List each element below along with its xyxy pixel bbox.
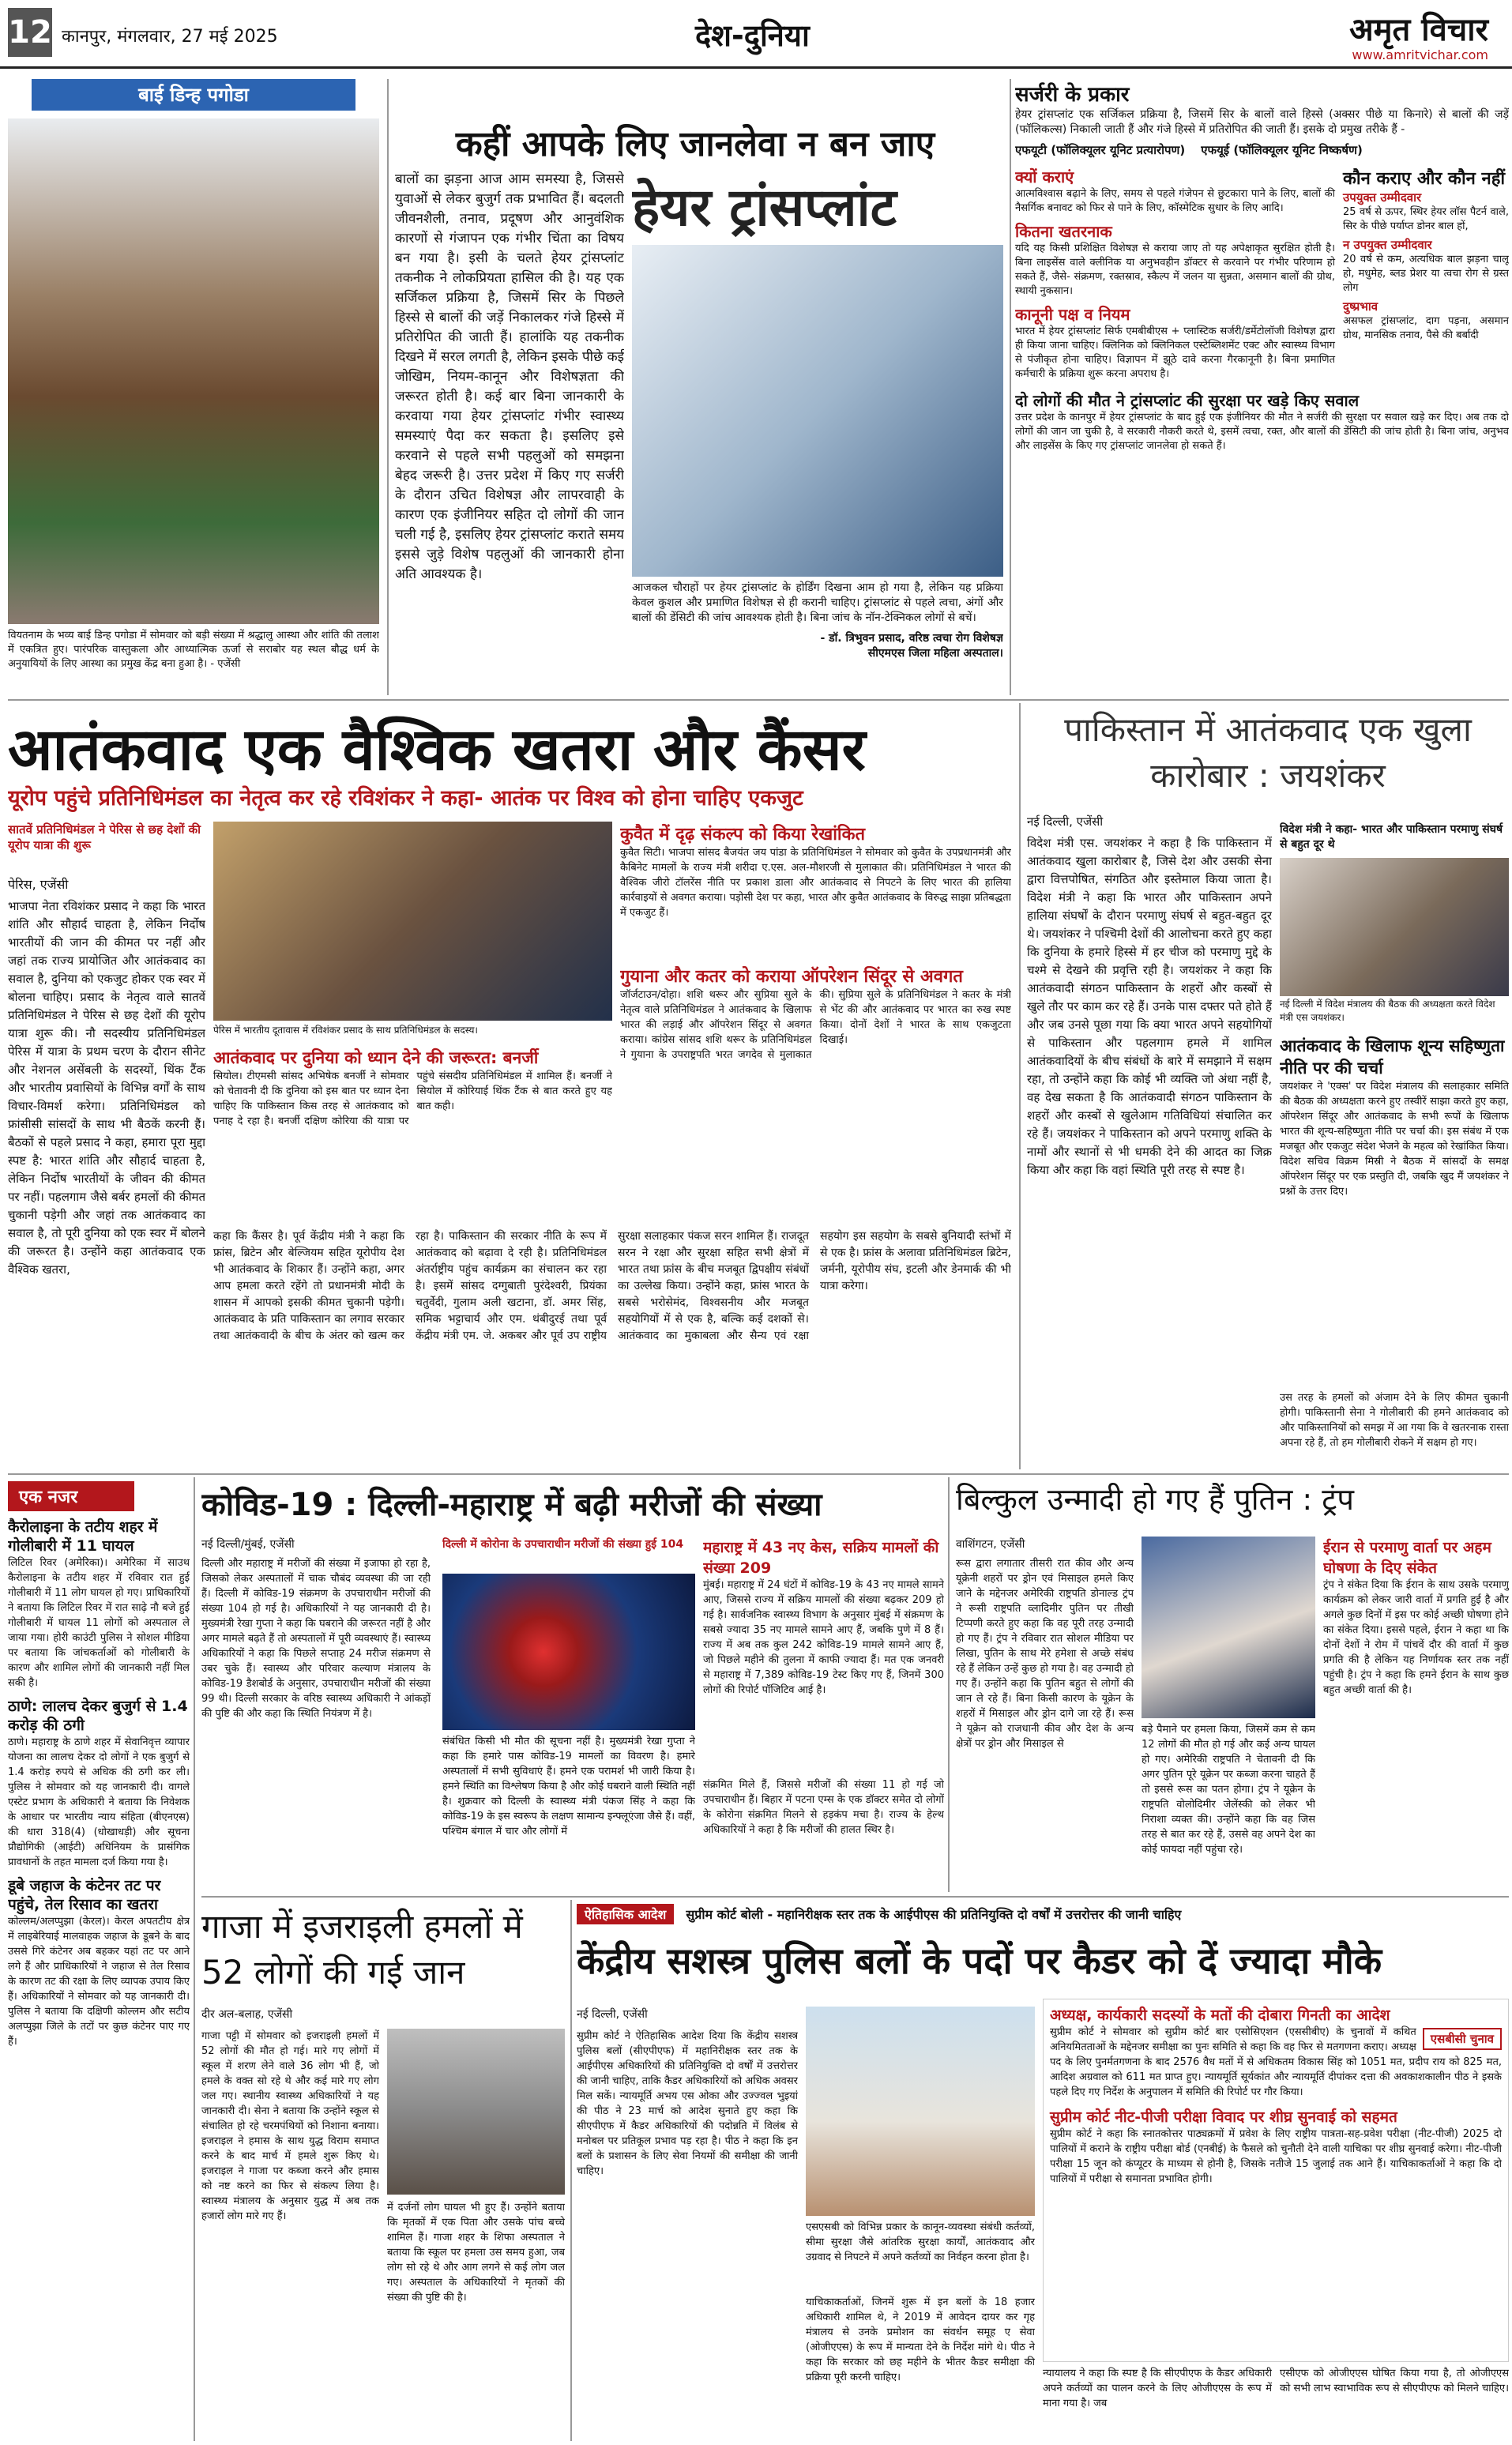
why-title: क्यों कराएं (1015, 167, 1074, 186)
dateline: कानपुर, मंगलवार, 27 मई 2025 (62, 27, 278, 47)
quote-author: - डॉ. त्रिभुवन प्रसाद, वरिष्ठ त्वचा रोग विशेषज्ञ (820, 632, 1003, 645)
capf-tail-1: न्यायालय ने कहा कि स्पष्ट है कि सीएपीएफ के कैडर अधिकारी अपने कर्तव्यों का पालन करने के लिए ओजीएएस के रूप में माना गया है। जब (1043, 2368, 1272, 2409)
suitable-item: 25 वर्ष से ऊपर, स्थिर हेयर लॉस पैटर्न वाले, सिर के पीछे पर्याप्त डोनर बाल हों, (1343, 206, 1509, 232)
unsuitable-title: न उपयुक्त उम्मीदवार (1343, 238, 1432, 252)
capf-kicker: सुप्रीम कोर्ट बोली - महानिरीक्षक स्तर तक के आईपीएस की प्रतिनियुक्ति दो वर्षों में उत्तरोत्तर की जानी चाहिए (686, 1907, 1182, 1922)
guyana-box (620, 964, 1011, 1224)
zero-tolerance-title: आतंकवाद के खिलाफ शून्य सहिष्णुता नीति पर की चर्चा (1280, 1036, 1505, 1078)
covid-mid: संबंधित किसी भी मौत की सूचना नहीं है। मुख्यमंत्री रेखा गुप्ता ने कहा कि हमारे पास कोविड-19 मामलों का विवरण है। हमारे अस्पतालों में सभी सुविधाएं हैं। हमने एक परामर्श भी जारी किया है। हमने स्थिति का विश्लेषण किया है और कोई घबराने वाली स्थिति नहीं है। शुक्रवार को दिल्ली के स्वास्थ्य मंत्री पंकज सिंह ने कहा कि कोविड-19 के इस स्वरूप के लक्षण सामान्य इन्फ्लूएंजा जैसे हैं। वहीं, पश्चिम बंगाल में चार और लोगों में (442, 1736, 695, 1838)
zero-tolerance-body: जयशंकर ने 'एक्स' पर विदेश मंत्रालय की सलाहकार समिति की बैठक की अध्यक्षता करने हुए तस्वीरें साझा करते हुए कहा, ऑपरेशन सिंदूर और आतंकवाद के सभी रूपों के खिलाफ भारत की शून्य-सहिष्णुता नीति पर चर्चा की। इस संबंध में एक मजबूत और एकजुट संदेश भेजने के महत्व को रेखांकित किया। विदेश सचिव विक्रम मिस्री ने बैठक में सांसदों के समक्ष ऑपरेशन सिंदूर पर एक प्रस्तुति दी, जबकि खुद मैं जयशंकर ने प्रश्नों के उत्तर दिए। (1280, 1081, 1509, 1198)
zero-tolerance-box (1280, 1035, 1509, 1387)
scba-body: सुप्रीम कोर्ट ने सोमवार को सुप्रीम कोर्ट बार एसोसिएशन (एससीबीए) के चुनावों में कथित अनियमितताओं के मद्देनजर समीक्षा का पुनः समिति से कहा कि वह फिर से मतगणना कराए। अध्यक्ष पद के लिए पुनर्मतगणना के बाद 2576 वैध मतों में से अधिकतम विकास सिंह को 1051 मत, प्रदीप राय को 825 मत, आदिश अग्रवाल को 611 मत प्राप्त हुए। न्यायमूर्ति सूर्यकांत और न्यायमूर्ति दीपांकर दत्ता की अवकाशकालीन पीठ ने इसके पहले दिए गए निर्देश के अनुपालन में समिति की रिपोर्ट पर गौर किया। (1050, 2026, 1502, 2098)
kuwait-body: कुवैत सिटी। भाजपा सांसद बैजयंत जय पांडा के प्रतिनिधिमंडल ने सोमवार को कुवैत के उपप्रधानमंत्री और कैबिनेट मामलों के राज्य मंत्री शरीदा ए.एस. अल-मौशरजी से मुलाकात की। प्रतिनिधिमंडल ने भारत की वैश्विक जीरो टॉलरेंस नीति पर प्रकाश डाला और आतंकवाद से निपटने के लिए भारत की हालिया कार्रवाइयों से अवगत कराया। पड़ोसी देश पर कहा, भारत और कुवैत आतंकवाद के विरुद्ध साझा प्रतिबद्धता में एकजुट हैं। (620, 847, 1011, 919)
covid-dateline: नई दिल्ली/मुंबई, एजेंसी (201, 1538, 295, 1551)
scba-label: एसबीसी चुनाव (1423, 2028, 1502, 2050)
nazar-item3-body: कोल्लम/अलप्पुझा (केरल)। केरल अपतटीय क्षेत्र में लाइबेरियाई मालवाहक जहाज के डूबने के बाद उससे गिरे कंटेनर अब बहकर यहां तट पर आने लगे हैं और प्राधिकारियों ने जहाज से तेल रिसाव के कारण तट की रक्षा के लिए व्यापक उपाय किए हैं। अधिकारियों ने सोमवार को यह जानकारी दी। पुलिस ने बताया कि दक्षिणी कोल्लम और सटीय अलप्पुझा जिले के तटों पर कुछ कंटेनर पाए गए हैं। (8, 1916, 190, 2048)
capf-dateline: नई दिल्ली, एजेंसी (577, 2008, 648, 2021)
gaza-smoke-photo (387, 2029, 565, 2195)
banerjee-box (213, 1047, 612, 1224)
gaza-dateline: दीर अल-बलाह, एजेंसी (201, 2008, 293, 2021)
hair-body: बालों का झड़ना आज आम समस्या है, जिससे युवाओं से लेकर बुजुर्ग तक प्रभावित हैं। बदलती जीवनशैली, तनाव, प्रदूषण और आनुवंशिक कारणों से गंजापन एक गंभीर चिंता का विषय बन गया है। इसी के चलते हेयर ट्रांसप्लांट तकनीक ने लोकप्रियता हासिल की है। यह एक सर्जिकल प्रक्रिया है, जिसमें सिर के पिछले हिस्से से बालों की जड़ें निकालकर गंजे हिस्से में प्रतिरोपित की जाती हैं। हालांकि यह तकनीक दिखने में सरल लगती है, लेकिन इसके पीछे कई जोखिम, नियम-कानून और विशेषज्ञता की जरूरत होती है। कई बार बिना जानकारी के करवाया गया हेयर ट्रांसप्लांट गंभीर स्वास्थ्य समस्याएं पैदा कर सकता है। इसलिए इसे करवाने से पहले सभी पहलुओं को समझना बेहद जरूरी है। उत्तर प्रदेश में किए गए सर्जरी के दौरान उचित विशेषज्ञ और लापरवाही के कारण एक इंजीनियर सहित दो लोगों की जान चली गई है, इसलिए हेयर ट्रांसप्लांट कराते समय इससे जुड़े विशेष पहलुओं की जानकारी होना अति आवश्यक है। (395, 171, 624, 582)
kuwait-box (620, 822, 1011, 960)
suitable-title: उपयुक्त उम्मीदवार (1343, 190, 1422, 205)
iran-body: ट्रंप ने संकेत दिया कि ईरान के साथ उसके परमाणु कार्यक्रम को लेकर जारी वार्ता में प्रगति हुई है और अगले कुछ दिनों में इस पर कोई अच्छी घोषणा होने का संकेत दिया। इससे पहले, ईरान ने कहा था कि दोनों देशों ने रोम में पांचवें दौर की वार्ता में कुछ प्रगति की है लेकिन यह निर्णायक स्तर तक नहीं पहुंची है। ट्रंप ने कहा कि हमने ईरान के साथ कुछ बहुत अच्छी वार्ता की है। (1323, 1579, 1509, 1696)
gaza-headline: गाजा में इजराइली हमलों में 52 लोगों की गई जान (201, 1907, 523, 1992)
fue-label: एफयूई (फॉलिक्यूलर यूनिट निष्कर्षण) (1201, 143, 1363, 157)
deaths-title: दो लोगों की मौत ने ट्रांसप्लांट की सुरक्षा पर खड़े किए सवाल (1015, 391, 1360, 410)
terror-continuation: कहा कि कैंसर है। पूर्व केंद्रीय मंत्री ने कहा कि फ्रांस, ब्रिटेन और बेल्जियम सहित यूरोपीय देश भी आतंकवाद के शिकार हैं। उन्होंने कहा, अगर आप हमला करते रहेंगे तो प्रधानमंत्री मोदी के शासन में आपको इसकी कीमत चुकानी पड़ेगी। आतंकवाद के प्रति पाकिस्तान का लगाव सरकार तथा आतंकवादी के बीच के अंतर को खत्म कर रहा है। पाकिस्तान की सरकार नीति के रूप में आतंकवाद को बढ़ावा दे रही है। प्रतिनिधिमंडल अंतर्राष्ट्रीय पहुंच कार्यक्रम का संचालन कर रहा है। इसमें सांसद दग्गुबाती पुरंदेश्वरी, प्रियंका चतुर्वेदी, गुलाम अली खटाना, डॉ. अमर सिंह, समिक भट्टाचार्य और एम. थंबीदुरई तथा पूर्व केंद्रीय मंत्री एम. जे. अकबर और पूर्व उप राष्ट्रीय सुरक्षा सलाहकार पंकज सरन शामिल हैं। राजदूत सरन ने रक्षा और सुरक्षा सहित सभी क्षेत्रों में भारत तथा फ्रांस के बीच मजबूत द्विपक्षीय संबंधों का उल्लेख किया। उन्होंने कहा, फ्रांस भारत के सबसे भरोसेमंद, विश्वसनीय और मजबूत सहयोगियों में से एक है, बल्कि कई दशकों से। आतंकवाद का मुकाबला और सैन्य एवं रक्षा सहयोग इस सहयोग के सबसे बुनियादी स्तंभों में से एक है। फ्रांस के अलावा प्रतिनिधिमंडल ब्रिटेन, जर्मनी, यूरोपीय संघ, इटली और डेनमार्क की भी यात्रा करेगा। (213, 1230, 1011, 1342)
quote-text: आजकल चौराहों पर हेयर ट्रांसप्लांट के होर्डिंग दिखना आम हो गया है, लेकिन यह प्रक्रिया केवल कुशल और प्रमाणित विशेषज्ञ से ही करानी चाहिए। ट्रांसप्लांट से पहले त्वचा, अंगों और बालों की डेंसिटी की जांच आवश्यक होती है। बिना जांच के नॉन-टेक्निकल लोगों से बचें। (632, 581, 1003, 624)
who-title: कौन कराए और कौन नहीं (1343, 169, 1506, 189)
nazar-item1-title: कैरोलाइना के तटीय शहर में गोलीबारी में 11 घायल (8, 1518, 158, 1555)
page-number: 12 (8, 8, 52, 57)
covid-tail: संक्रमित मिले हैं, जिससे मरीजों की संख्या 11 हो गई जो उपचाराधीन हैं। बिहार में पटना एम्स के एक डॉक्टर समेत दो लोगों के कोरोना संक्रमित मिलने से हड़कंप मचा है। राज्य के हेल्थ अधिकारियों ने कहा है कि मरीजों की हालत स्थिर है। (703, 1779, 944, 1836)
gaza-tail: में दर्जनों लोग घायल भी हुए हैं। उन्होंने बताया कि मृतकों में एक पिता और उसके पांच बच्चे शामिल हैं। गाजा शहर के शिफा अस्पताल ने बताया कि स्कूल पर हमला उस समय हुआ, जब लोग सो रहे थे और आग लगने से कई लोग जल गए। अस्पताल के अधिकारियों ने मृतकों की संख्या की पुष्टि की है। (387, 2202, 565, 2304)
jaishankar-dateline: नई दिल्ली, एजेंसी (1027, 814, 1104, 829)
neet-body: सुप्रीम कोर्ट ने कहा कि स्नातकोत्तर पाठ्यक्रमों में प्रवेश के लिए राष्ट्रीय पात्रता-सह-प्रवेश परीक्षा (नीट-पीजी) 2025 दो पालियों में कराने के राष्ट्रीय परीक्षा बोर्ड (एनबीई) के फैसले को चुनौती देने वाली याचिका पर शीघ्र सुनवाई करेगा। नीट-पीजी परीक्षा 15 जून को कंप्यूटर के माध्यम से होनी है, जिसके नतीजे 15 जुलाई तक आने हैं। याचिकाकर्ताओं ने कहा कि दो पालियों में परीक्षा से समानता प्रभावित होगी। (1050, 2128, 1502, 2185)
capf-kicker-label: ऐतिहासिक आदेश (577, 1904, 674, 1924)
side-effects-item: असफल ट्रांसप्लांट, दाग पड़ना, असमान ग्रोथ, मानसिक तनाव, पैसे की बर्बादी (1343, 315, 1509, 341)
side-effects-title: दुष्प्रभाव (1343, 299, 1378, 314)
capf-headline: केंद्रीय सशस्त्र पुलिस बलों के पदों पर कैडर को दें ज्यादा मौके (577, 1939, 1382, 1982)
ek-nazar-column (8, 1481, 190, 2437)
terror-subheadline: यूरोप पहुंचे प्रतिनिधिमंडल का नेतृत्व कर रहे रविशंकर ने कहा- आतंक पर विश्व को होना चाहिए एकजुट (8, 786, 803, 811)
nazar-item2-body: ठाणे। महाराष्ट्र के ठाणे शहर में सेवानिवृत्त व्यापार योजना का लालच देकर दो लोगों ने एक बुजुर्ग से 1.4 करोड़ रुपये से अधिक की ठगी कर ली। पुलिस ने सोमवार को यह जानकारी दी। वागले एस्टेट प्रभाग के अधिकारी ने बताया कि निवेशक के आधार पर भारतीय न्याय संहिता (बीएनएस) की धारा 318(4) (धोखाधड़ी) और सूचना प्रौद्योगिकी (आईटी) अधिनियम के प्रासंगिक प्रावधानों के तहत मामला दर्ज किया गया है। (8, 1736, 190, 1868)
capf-body: सुप्रीम कोर्ट ने ऐतिहासिक आदेश दिया कि केंद्रीय सशस्त्र पुलिस बलों (सीएपीएफ) में महानिरीक्षक स्तर तक के आईपीएस अधिकारियों की प्रतिनियुक्ति दो वर्षों में उत्तरोत्तर की जानी चाहिए, ताकि कैडर अधिकारियों को अधिक अवसर मिल सकें। न्यायमूर्ति अभय एस ओका और उज्ज्वल भुइयां की पीठ ने 23 मार्च को आदेश सुनाते हुए कहा कि सीएपीएफ में कैडर अधिकारियों की पदोन्नति में विलंब से मनोबल पर प्रतिकूल प्रभाव पड़ रहा है। पीठ ने कहा कि इन बलों के प्रशासन के लिए सेवा नियमों की समीक्षा की जानी चाहिए। (577, 2030, 798, 2177)
covid-headline: कोविड-19 : दिल्ली-महाराष्ट्र में बढ़ी मरीजों की संख्या (201, 1487, 822, 1523)
deaths-body: उत्तर प्रदेश के कानपुर में हेयर ट्रांसप्लांट के बाद हुई एक इंजीनियर की मौत ने सर्जरी की सुरक्षा पर सवाल खड़े कर दिए। अब तक दो लोगों की जान जा चुकी है, वे सरकारी नौकरी करते थे, इसमें त्वचा, रक्त, और बालों की डेंसिटी की जांच होती है। बिना जांच, अनुभव और लाइसेंस के किए गए ट्रांसप्लांट जानलेवा हो सकते हैं। (1015, 412, 1509, 452)
iran-box (1323, 1537, 1509, 1888)
trump-tail: बड़े पैमाने पर हमला किया, जिसमें कम से कम 12 लोगों की मौत हो गई और कई अन्य घायल हो गए। अमेरिकी राष्ट्रपति ने चेतावनी दी कि अगर पुतिन पूरे यूक्रेन पर कब्जा करना चाहते हैं तो इससे रूस का पतन होगा। ट्रंप ने यूक्रेन के राष्ट्रपति वोलोदिमीर जेलेंस्की को लेकर भी निराशा व्यक्त की। उन्होंने कहा कि वह जिस तरह से बात कर रहे हैं, उससे वह अपने देश का कोई फायदा नहीं पहुंचा रहे। (1142, 1724, 1315, 1856)
pagoda-label: बाई डिन्ह पगोडा (32, 79, 355, 111)
masthead (0, 0, 1512, 70)
iran-title: ईरान से परमाणु वार्ता पर अहम घोषणा के दिए संकेत (1323, 1539, 1491, 1577)
capf-tail: याचिकाकर्ताओं, जिनमें शुरू में इन बलों के 18 हजार अधिकारी शामिल थे, ने 2019 में आवेदन दायर कर गृह मंत्रालय से उनके प्रमोशन का संवर्धन समूह ए सेवा (ओजीएएस) के रूप में मान्यता देने के निर्देश मांगे थे। पीठ ने कहा कि सरकार को छह महीने के भीतर कैडर समीक्षा की प्रक्रिया पूरी करनी चाहिए। (806, 2296, 1035, 2383)
nazar-item3-title: डूबे जहाज के कंटेनर तट पर पहुंचे, तेल रिसाव का खतरा (8, 1877, 161, 1913)
maharashtra-title: महाराष्ट्र में 43 नए केस, सक्रिय मामलों की संख्या 209 (703, 1539, 939, 1577)
unsuitable-item: 20 वर्ष से कम, अत्यधिक बाल झड़ना चालू हो, मधुमेह, ब्लड प्रेशर या त्वचा रोग से ग्रस्त लोग (1343, 254, 1509, 294)
jaishankar-tag: विदेश मंत्री ने कहा- भारत और पाकिस्तान परमाणु संघर्ष से बहुत दूर थे (1280, 823, 1503, 851)
law-title: कानूनी पक्ष व नियम (1015, 305, 1130, 324)
kuwait-title: कुवैत में दृढ़ संकल्प को किया रेखांकित (620, 825, 866, 844)
section-title: देश-दुनिया (695, 18, 810, 53)
terror-dateline: पेरिस, एजेंसी (8, 877, 69, 892)
brand-logo: अमृत विचार (1349, 12, 1488, 48)
quote-author-org: सीएमएस जिला महिला अस्पताल। (867, 647, 1003, 660)
trump-photo (1142, 1537, 1315, 1718)
nazar-item2-title: ठाणे: लालच देकर बुजुर्ग से 1.4 करोड़ की ठगी (8, 1698, 188, 1734)
covid-body: दिल्ली और महाराष्ट्र में मरीजों की संख्या में इजाफा हो रहा है, जिसको लेकर अस्पतालों में चाक चौबंद व्यवस्था की जा रही हैं। दिल्ली में कोविड-19 संक्रमण के उपचाराधीन मरीजों की संख्या 104 हो गई है। अधिकारियों ने यह जानकारी दी है। मुख्यमंत्री रेखा गुप्ता ने कहा कि घबराने की जरूरत नहीं है और अगर मामले बढ़ते हैं तो अस्पतालों में पूरी व्यवस्थाएं हैं। स्वास्थ्य अधिकारियों ने कहा कि पिछले सप्ताह 24 मरीज संक्रमण से उबर चुके हैं। स्वास्थ्य और परिवार कल्याण मंत्रालय के कोविड-19 डैशबोर्ड के अनुसार, उपचाराधीन मरीजों की संख्या 99 थी। दिल्ली सरकार के वरिष्ठ स्वास्थ्य अधिकारी ने आंकड़ों की पुष्टि की और कहा कि स्थिति नियंत्रण में है। (201, 1558, 431, 1720)
trump-headline: बिल्कुल उन्मादी हो गए हैं पुतिन : ट्रंप (956, 1482, 1354, 1517)
paris-photo (213, 822, 612, 1021)
hair-headline: कहीं आपके लिए जानलेवा न बन जाए (455, 124, 935, 164)
hair-quote (632, 581, 1003, 695)
covid-chart-tag: दिल्ली में कोरोना के उपचाराधीन मरीजों की संख्या हुई 104 (442, 1538, 684, 1551)
pagoda-block (8, 79, 379, 695)
website: www.amritvichar.com (1352, 47, 1488, 62)
terror-body: भाजपा नेता रविशंकर प्रसाद ने कहा कि भारत शांति और सौहार्द चाहता है, लेकिन निर्दोष भारतीयों की जान की कीमत पर नहीं और जहां तक राज्य प्रायोजित और आतंकवाद का सवाल है, दुनिया को एकजुट होकर एक स्वर में बोलना चाहिए। प्रसाद के नेतृत्व वाले सातवें प्रतिनिधिमंडल ने पेरिस से छह देशों की यूरोप यात्रा शुरू की। नौ सदस्यीय प्रतिनिधिमंडल पेरिस में यात्रा के प्रथम चरण के दौरान सीनेट और नेशनल असेंबली के सदस्यों, थिंक टैंक और भारतीय प्रवासियों के विभिन्न वर्गों के साथ विचार-विमर्श करेगा। प्रतिनिधिमंडल को फ्रांसीसी सांसदों के साथ भी बैठकें करनी हैं। बैठकों से पहले प्रसाद ने कहा, हमारा पूरा मुद्दा स्पष्ट है: भारत शांति और सौहार्द चाहता है, लेकिन निर्दोष भारतीयों के जीवन की कीमत पर नहीं। पहलगाम जैसे बर्बर हमलों की कीमत चुकानी पड़ेगी और जहां तक आतंकवाद का सवाल है, तो पूरी दुनिया को एक स्वर में बोलने की जरूरत है। उन्होंने कहा आतंकवाद एक वैश्विक खतरा, (8, 899, 205, 1277)
pagoda-caption: वियतनाम के भव्य बाई डिन्ह पगोडा में सोमवार को बड़ी संख्या में श्रद्धालु आस्था और शांति की तलाश में एकत्रित हुए। पारंपरिक वास्तुकला और आध्यात्मिक ऊर्जा से सराबोर यह स्थल बौद्ध धर्म के अनुयायियों के लिए आस्था का प्रमुख केंद्र बना हुआ है। - एजेंसी (8, 630, 379, 670)
hair-big-title: हेयर ट्रांसप्लांट (632, 177, 897, 238)
jaishankar-photo (1280, 858, 1509, 996)
banerjee-title: आतंकवाद पर दुनिया को ध्यान देने की जरूरत: बनर्जी (213, 1048, 539, 1067)
risk-item: यदि यह किसी प्रशिक्षित विशेषज्ञ से कराया जाए तो यह अपेक्षाकृत सुरक्षित होती है। बिना लाइसेंस वाले क्लीनिक या अनुभवहीन डॉक्टर से करवाने पर गंभीर परिणाम हो सकते हैं, जैसे- संक्रमण, रक्तस्राव, स्कैल्प में जलन या सुन्नता, असमान बालों की ग्रोथ, स्थायी नुकसान। (1015, 243, 1335, 297)
guyana-title: गुयाना और कतर को कराया ऑपरेशन सिंदूर से अवगत (620, 967, 963, 987)
pagoda-photo (8, 118, 379, 624)
hair-sidebar (1015, 79, 1509, 695)
maharashtra-box (703, 1537, 944, 1774)
banerjee-body: सियोल। टीएमसी सांसद अभिषेक बनर्जी ने सोमवार को चेतावनी दी कि दुनिया को इस बात पर ध्यान देना चाहिए कि पाकिस्तान किस तरह से आतंकवाद को पनाह दे रहा है। बनर्जी दक्षिण कोरिया की यात्रा पर पहुंचे संसदीय प्रतिनिधिमंडल में शामिल हैं। बनर्जी ने सियोल में कोरियाई थिंक टैंक से बात करते हुए यह बात कही। (213, 1070, 612, 1127)
surgery-types-title: सर्जरी के प्रकार (1015, 83, 1130, 107)
terror-headline: आतंकवाद एक वैश्विक खतरा और कैंसर (8, 716, 866, 778)
paris-photo-caption: पेरिस में भारतीय दूतावास में रविशंकर प्रसाद के साथ प्रतिनिधिमंडल के सदस्य। (213, 1025, 478, 1036)
terror-tag: सातवें प्रतिनिधिमंडल ने पेरिस से छह देशों की यूरोप यात्रा की शुरू (8, 822, 201, 852)
jaishankar-tail: उस तरह के हमलों को अंजाम देने के लिए कीमत चुकानी होगी। पाकिस्तानी सेना ने गोलीबारी की हमने आतंकवाद को और पाकिस्तानियों को समझ में आ गया कि वे खतरनाक रास्ता अपना रहे हैं, तो हम गोलीबारी रोकने में सक्षम हो गए। (1280, 1392, 1509, 1449)
neet-title: सुप्रीम कोर्ट नीट-पीजी परीक्षा विवाद पर शीघ्र सुनवाई को सहमत (1050, 2108, 1397, 2126)
trump-dateline: वाशिंगटन, एजेंसी (956, 1538, 1025, 1551)
ek-nazar-label: एक नजर (8, 1481, 134, 1511)
jaishankar-headline: पाकिस्तान में आतंकवाद एक खुला कारोबार : जयशंकर (1064, 710, 1472, 795)
capf-photo-caption: एसएसबी को विभिन्न प्रकार के कानून-व्यवस्था संबंधी कर्तव्यों, सीमा सुरक्षा जैसे आंतरिक सुरक्षा कार्यों, आतंकवाद और उग्रवाद से निपटने में अपने कर्तव्यों का निर्वहन करना होता है। (806, 2221, 1035, 2263)
surgery-types-body: हेयर ट्रांसप्लांट एक सर्जिकल प्रक्रिया है, जिसमें सिर के बालों वाले हिस्से (अक्सर पीछे या किनारे) से बालों की जड़ें (फॉलिकल्स) निकाली जाती हैं और गंजे हिस्से में प्रतिरोपित की जाती हैं। इसके दो प्रमुख तरीके हैं - (1015, 108, 1509, 136)
maharashtra-body: मुंबई। महाराष्ट्र में 24 घंटों में कोविड-19 के 43 नए मामले सामने आए, जिससे राज्य में सक्रिय मामलों की संख्या बढ़कर 209 हो गई है। सार्वजनिक स्वास्थ्य विभाग के अनुसार मुंबई में संक्रमण के सबसे ज्यादा 35 नए मामले सामने आए हैं, जबकि पुणे में 8 हैं। राज्य में अब तक कुल 242 कोविड-19 मामले सामने आए हैं, जो पिछले महीने की तुलना में काफी ज्यादा हैं। मत एक जनवरी से महाराष्ट्र में 7,389 कोविड-19 टेस्ट किए गए हैं, जिनमें 300 लोगों की रिपोर्ट पॉजिटिव आई है। (703, 1579, 944, 1696)
capf-kicker-row (577, 1904, 1509, 1931)
law-item: भारत में हेयर ट्रांसप्लांट सिर्फ एमबीबीएस + प्लास्टिक सर्जरी/डर्मेटोलॉजी विशेषज्ञ द्वारा ही किया जाना चाहिए। क्लिनिक को क्लिनिकल एस्टेब्लिशमेंट एक्ट और स्वास्थ्य विभाग से पंजीकृत होना चाहिए। विज्ञापन में झूठे दावे करना गैरकानूनी है। बिना प्रमाणित कर्मचारी के प्रक्रिया शुरू करना अपराध है। (1015, 325, 1335, 380)
scba-box (1043, 1999, 1509, 2362)
gaza-body: गाजा पट्टी में सोमवार को इजराइली हमलों में 52 लोगों की मौत हो गई। मारे गए लोगों में स्कूल में शरण लेने वाले 36 लोग भी हैं, जो हमले के वक्त सो रहे थे और कई मारे गए लोग जल गए। स्थानीय स्वास्थ्य अधिकारियों ने यह जानकारी दी। सेना ने बताया कि उन्होंने स्कूल से संचालित हो रहे चरमपंथियों को निशाना बनाया। इजराइल ने हमास के साथ युद्ध विराम समाप्त करने के बाद मार्च में हमले शुरू किए थे। इजराइल ने गाजा पर कब्जा करने और हमास को नष्ट करने का फिर से संकल्प लिया है। स्वास्थ्य मंत्रालय के अनुसार युद्ध में अब तक हजारों लोग मारे गए हैं। (201, 2030, 379, 2222)
jaishankar-body: विदेश मंत्री एस. जयशंकर ने कहा है कि पाकिस्तान में आतंकवाद खुला कारोबार है, जिसे देश और उसकी सेना द्वारा वित्तपोषित, संगठित और इस्तेमाल किया जाता है। विदेश मंत्री ने कहा कि भारत और पाकिस्तान अपने हालिया संघर्षों के दौरान परमाणु संघर्ष से बहुत-बहुत दूर थे। जयशंकर ने पश्चिमी देशों की आलोचना करते हुए कहा कि दुनिया के हमारे हिस्से में हर चीज को परमाणु मुद्दे के चश्मे से देखने की प्रवृत्ति रही है। जयशंकर ने कहा कि आतंकवादी संगठन पाकिस्तान के शहरों और कस्बों से खुले तौर पर काम कर रहे हैं। उनके पास दफ्तर पते होते हैं और जब उनसे पूछा गया कि क्या भारत अपने सहयोगियों से पाकिस्तान और पहलगाम हमले में शामिल आतंकवादियों के बीच संबंधों के बारे में समझाने में सक्षम रहा, तो उन्होंने कहा कि कोई भी व्यक्ति जो अंधा नहीं है, वह देख सकता है कि आतंकवादी संगठन पाकिस्तान के शहरों और कस्बों से खुलेआम गतिविधियां संचालित कर रहे हैं। जयशंकर ने पाकिस्तान को अपने परमाणु शक्ति के नामों और स्थानों से भी धमकी देने की आदत का जिक्र किया और कहा कि वहां स्थिति पूरी तरह से स्पष्ट है। (1027, 836, 1272, 1177)
guyana-body: जॉर्जटाउन/दोहा। शशि थरूर और सुप्रिया सुले के नेतृत्व वाले प्रतिनिधिमंडल ने आतंकवाद के खिलाफ भारत की लड़ाई और ऑपरेशन सिंदूर से अवगत कराया। कांग्रेस सांसद शशि थरूर के प्रतिनिधिमंडल ने गुयाना के उपराष्ट्रपति भरत जगदेव से मुलाकात की। सुप्रिया सुले के प्रतिनिधिमंडल ने कतर के मंत्री से भेंट की और आतंकवाद पर भारत का रुख स्पष्ट किया। दोनों देशों ने भारत के साथ एकजुटता दिखाई। (620, 989, 1011, 1061)
risk-title: कितना खतरनाक (1015, 222, 1112, 241)
jaishankar-photo-caption: नई दिल्ली में विदेश मंत्रालय की बैठक की अध्यक्षता करते विदेश मंत्री एस जयशंकर। (1280, 999, 1495, 1023)
nazar-item1-body: लिटिल रिवर (अमेरिका)। अमेरिका में साउथ कैरोलाइना के तटीय शहर में रविवार रात हुई गोलीबारी में 11 लोग घायल हो गए। प्राधिकारियों ने बताया कि लिटिल रिवर में रात साढ़े नौ बजे हुई गोलीबारी में घायल 11 लोगों को अस्पताल ले जाया गया। होरी काउंटी पुलिस ने सोशल मीडिया पर बताया कि जांचकर्ताओं को गोलीबारी के कारण और शामिल लोगों की जानकारी नहीं मिल सकी है। (8, 1557, 190, 1689)
scba-title: अध्यक्ष, कार्यकारी सदस्यों के मतों की दोबारा गिनती का आदेश (1050, 2007, 1390, 2024)
why-item: आत्मविश्वास बढ़ाने के लिए, समय से पहले गंजेपन से छुटकारा पाने के लिए, बालों की नैसर्गिक बनावट को फिर से पाने के लिए, कॉस्मेटिक सुधार के लिए आदि। (1015, 188, 1335, 214)
virus-image (442, 1574, 695, 1730)
hair-photo (632, 245, 1003, 577)
capf-tail-2: एसीएफ को ओजीएएस घोषित किया गया है, तो ओजीएएस को सभी लाभ स्वाभाविक रूप से सीएपीएफ को मिलने चाहिए। (1280, 2368, 1509, 2394)
trump-body: रूस द्वारा लगातार तीसरी रात कीव और अन्य यूक्रेनी शहरों पर ड्रोन एवं मिसाइल हमले किए जाने के मद्देनजर अमेरिकी राष्ट्रपति डोनाल्ड ट्रंप ने रूसी राष्ट्रपति व्लादिमीर पुतिन पर तीखी टिप्पणी करते हुए कहा कि वह पूरी तरह उन्मादी हो गए हैं। ट्रंप ने रविवार रात सोशल मीडिया पर लिखा, पुतिन के साथ मेरे हमेशा से अच्छे संबंध रहे हैं लेकिन उन्हें कुछ हो गया है। वह उन्मादी हो गए हैं। उन्होंने कहा कि पुतिन बहुत से लोगों की जान ले रहे हैं। बिना किसी कारण के यूक्रेन के शहरों में मिसाइल और ड्रोन दागे जा रहे हैं। रूस ने यूक्रेन को राजधानी कीव और देश के अन्य क्षेत्रों पर ड्रोन और मिसाइल से (956, 1558, 1134, 1750)
fut-label: एफयूटी (फॉलिक्यूलर यूनिट प्रत्यारोपण) (1015, 143, 1186, 157)
supreme-court-photo (806, 2007, 1035, 2216)
